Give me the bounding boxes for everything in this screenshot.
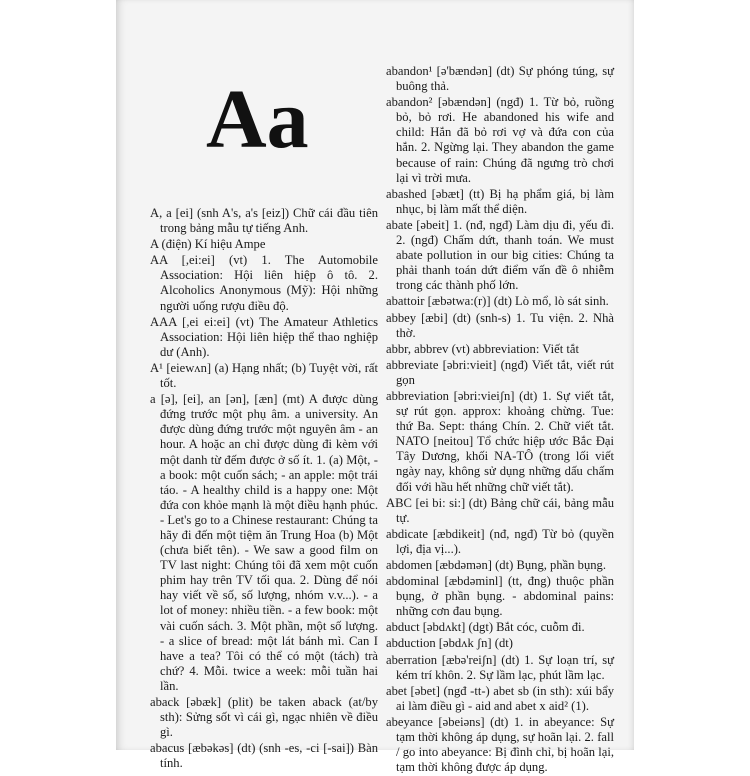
dictionary-entry: abandon¹ [ə'bændən] (dt) Sự phóng túng, sự buông thả. [386,64,614,94]
dictionary-entry: a [ə], [ei], an [ən], [æn] (mt) A được dùng đứng trước một phụ âm. a university. An được dùng đứng trước một nguyên âm - an hour. A hoặc an chỉ được dùng đi kèm với một danh từ đếm được ở số ít. 1. (a) Một, - a book: một cuốn sách; - an apple: một trái táo. - A healthy child is a happy one: Một đứa con khỏe mạnh là một điều hạnh phúc. - Let's go to a Chinese restaurant: Chúng ta hãy đi đến một tiệm ăn Trung Hoa (b) Một (chưa biết tên). - We saw a good film on TV last night: Chúng tôi đã xem một cuốn phim hay trên TV tối qua. 2. Dùng để nói hay viết về số, số lượng, nhóm v.v...). - a lot of money: nhiều tiền. - a few book: một vài cuốn sách. 3. Một phần, một số lượng. - a slice of bread: một lát bánh mì. Can I have a tea? Tôi có thể có một (tách) trà chứ? 4. Mỗi. twice a week: mỗi tuần hai lần. [150,392,378,693]
dictionary-entry: AAA [,ei ei:ei] (vt) The Amateur Athletics Association: Hội liên hiệp thể thao nghiệp dư (Anh). [150,314,378,359]
dictionary-entry: abeyance [əbeiəns] (dt) 1. in abeyance: Sự tạm thời không áp dụng, sự hoãn lại. 2. fall / go into abeyance: Bị đình chỉ, bị hoãn lại, tạm thời không được áp dụng. [386,714,614,775]
dictionary-entry: aberration [æbə'reiʃn] (dt) 1. Sự loạn trí, sự kém trí khôn. 2. Sự lầm lạc, phút lầm lạc. [386,652,614,682]
left-column [150,206,378,772]
dictionary-entry: abattoir [æbətwa:(r)] (dt) Lò mổ, lò sát sinh. [386,294,609,309]
dictionary-entry: abbr, abbrev (vt) abbreviation: Viết tắt [386,341,579,356]
dictionary-entry: abduction [əbdʌk ʃn] (dt) [386,636,513,651]
dictionary-entry: abate [əbeit] 1. (nđ, ngđ) Làm dịu đi, yếu đi. 2. (ngđ) Chấm dứt, thanh toán. We must abate pollution in our big cities: Chúng ta phải thanh toán dứt điểm vấn đề ô nhiễm trong các thành phố lớn. [386,217,614,293]
dictionary-entry: A, a [ei] (snh A's, a's [eiz]) Chữ cái đầu tiên trong bảng mẫu tự tiếng Anh. [150,206,378,236]
dictionary-entry: abandon² [əbændən] (ngđ) 1. Từ bỏ, ruồng bỏ, bỏ rơi. He abandoned his wife and child: Hắn đã bỏ rơi vợ và đứa con của hắn. 2. Ngừng lại. They abandon the game because of rain: Chúng đã ngưng trò chơi lại vì trời mưa. [386,95,614,185]
dictionary-entry: abbreviate [əbri:vieit] (ngđ) Viết tắt, viết rút gọn [386,357,614,387]
dictionary-entry: A (điện) Kí hiệu Ampe [150,237,266,252]
dictionary-entry: abduct [əbdʌkt] (dgt) Bắt cóc, cuỗm đi. [386,620,585,635]
dictionary-entry: abbreviation [əbri:vieiʃn] (dt) 1. Sự viết tắt, sự rút gọn. approx: khoảng chừng. Tue: thứ Ba. Sept: tháng Chín. 2. Chữ viết tắt. NATO [neitou] Tổ chức hiệp ước Bắc Đại Tây Dương, khối NA-TÔ (trong lối viết ngày nay, không sử dụng những dấu chấm đối với hầu hết những chữ viết tắt). [386,388,614,494]
dictionary-page [116,0,634,775]
dictionary-entry: abbey [æbi] (dt) (snh-s) 1. Tu viện. 2. Nhà thờ. [386,310,614,340]
dictionary-entry: aback [əbæk] (plit) be taken aback (at/by sth): Sửng sốt vì cái gì, ngạc nhiên về điều gì. [150,695,378,740]
dictionary-entry: A¹ [eiewʌn] (a) Hạng nhất; (b) Tuyệt vời, rất tốt. [150,360,378,391]
dictionary-entry: abdicate [æbdikeit] (nđ, ngđ) Từ bỏ (quyền lợi, địa vị...). [386,526,614,556]
right-column [386,64,614,776]
dictionary-entry: ABC [ei bi: si:] (dt) Bảng chữ cái, bảng mẫu tự. [386,495,614,525]
dictionary-entry: abacus [æbəkəs] (dt) (snh -es, -ci [-sai]) Bàn tính. [150,741,378,771]
dictionary-entry: abdomen [æbdəmən] (dt) Bụng, phần bụng. [386,558,606,572]
dictionary-entry: abashed [əbæt] (tt) Bị hạ phẩm giá, bị làm nhục, bị làm mất thể diện. [386,186,614,216]
dictionary-entry: AA [,ei:ei] (vt) 1. The Automobile Association: Hội liên hiệp ô tô. 2. Alcoholics Anonymous (Mỹ): Hội những người uống rượu điều độ. [150,253,378,313]
section-letter: Aa [206,73,309,166]
dictionary-entry: abdominal [æbdəminl] (tt, đng) thuộc phần bụng, ở phần bụng. - abdominal pains: những cơn đau bụng. [386,574,614,619]
dictionary-entry: abet [əbet] (ngđ -tt-) abet sb (in sth): xúi bẩy ai làm điều gì - aid and abet x aid² (1). [386,683,614,713]
